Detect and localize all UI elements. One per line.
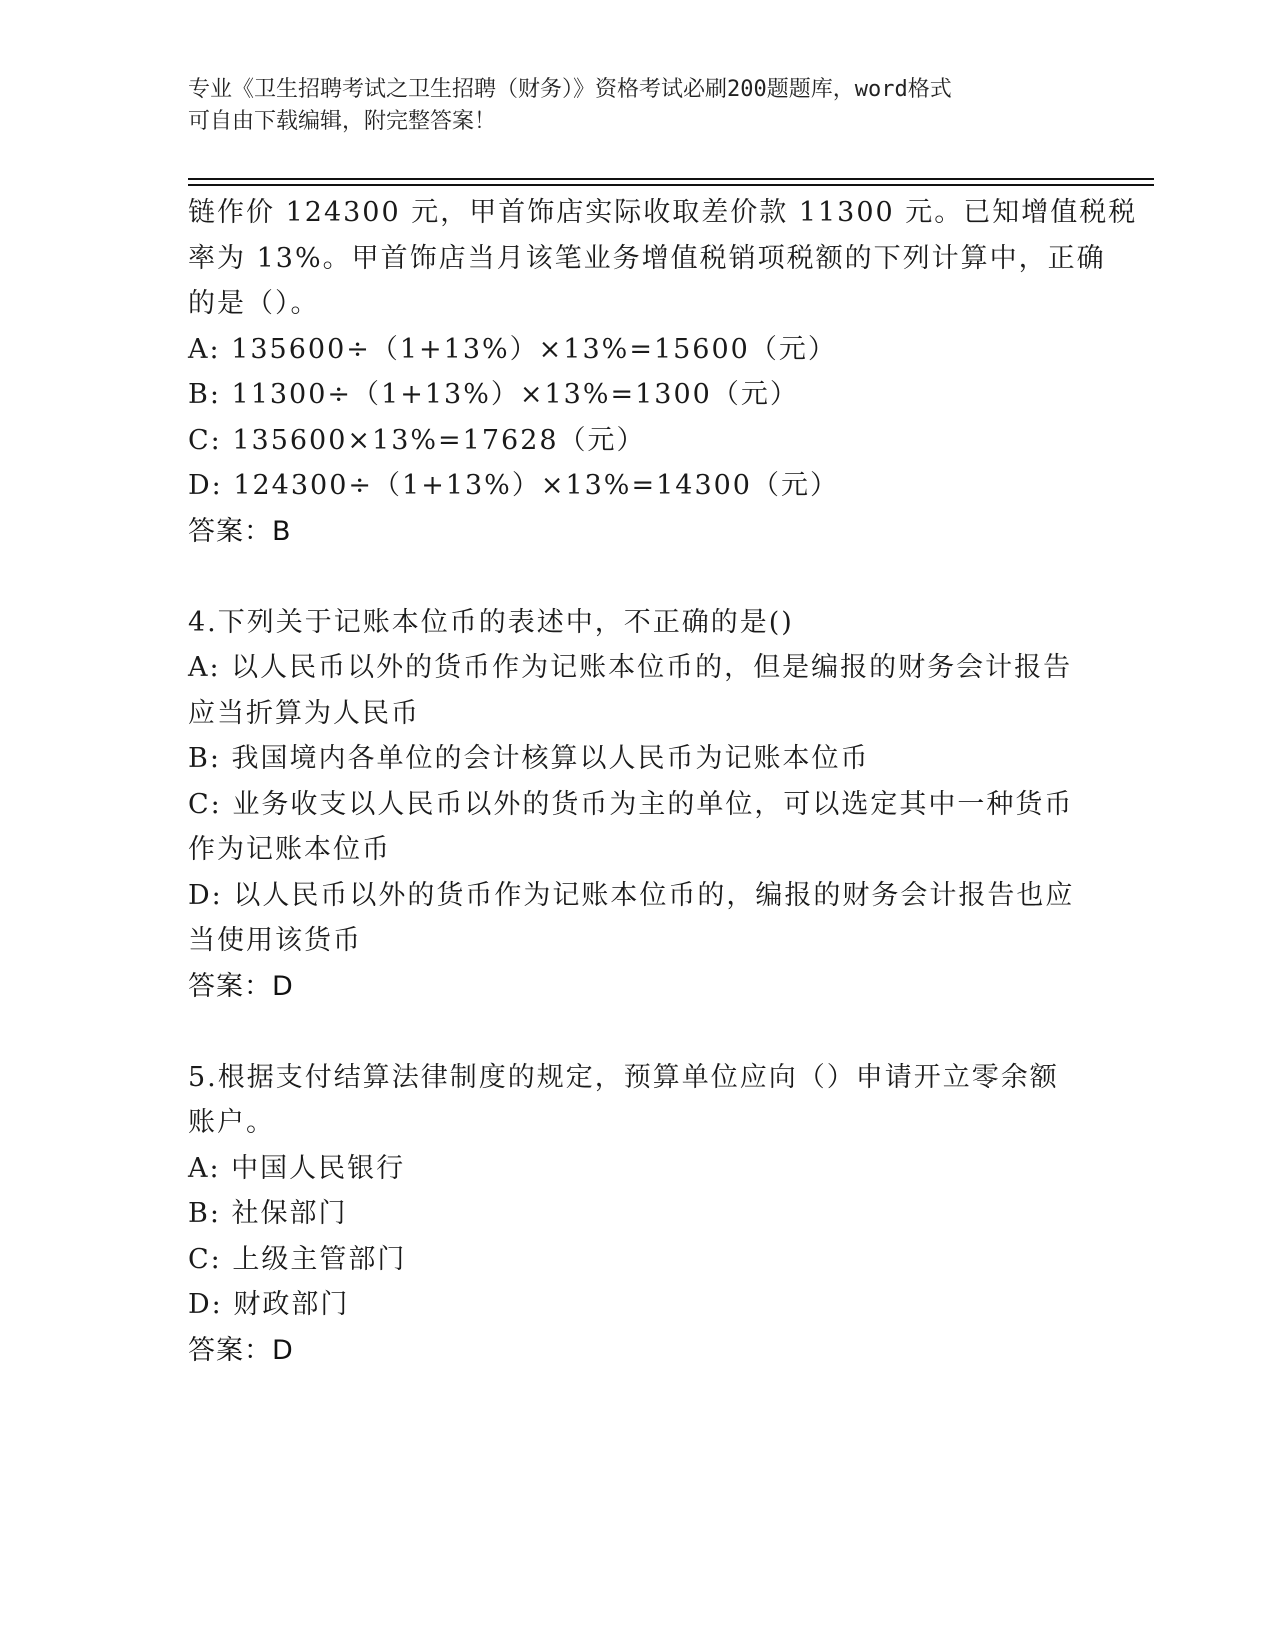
- question-5: [188, 1055, 1088, 1374]
- question-4: [188, 600, 1088, 1010]
- question-3-option-b: B: 11300÷（1+13%）×13%=1300（元）: [188, 379, 799, 410]
- question-4-option-c-line-1: C: 业务收支以人民币以外的货币为主的单位，可以选定其中一种货币: [188, 788, 1074, 820]
- question-3-option-d: D: 124300÷（1+13%）×13%=14300（元）: [188, 470, 839, 501]
- question-4-option-b: B: 我国境内各单位的会计核算以人民币为记账本位币: [188, 743, 870, 774]
- question-5-option-b: B: 社保部门: [188, 1198, 348, 1229]
- header-rule-top: [188, 178, 1154, 180]
- question-5-answer: 答案：D: [188, 1334, 294, 1366]
- question-4-stem: 4.下列关于记账本位币的表述中，不正确的是(): [188, 606, 794, 638]
- question-4-option-d-line-1: D: 以人民币以外的货币作为记账本位币的，编报的财务会计报告也应: [188, 879, 1075, 911]
- header-rule-bottom: [188, 184, 1154, 186]
- question-5-option-a: A: 中国人民银行: [188, 1152, 406, 1184]
- question-4-option-a-line-1: A: 以人民币以外的货币作为记账本位币的，但是编报的财务会计报告: [188, 652, 1073, 683]
- header-line-1: 专业《卫生招聘考试之卫生招聘（财务）》资格考试必刷200题题库，word格式: [188, 77, 952, 102]
- question-3-stem-line-3: 的是（）。: [188, 288, 320, 319]
- question-5-option-d: D: 财政部门: [188, 1289, 350, 1320]
- spacer: [188, 1009, 1088, 1055]
- spacer: [188, 554, 1088, 600]
- question-5-stem-line-1: 5.根据支付结算法律制度的规定，预算单位应向（）申请开立零余额: [188, 1061, 1059, 1093]
- header-line-2: 可自由下载编辑，附完整答案！: [188, 109, 497, 134]
- question-3: [188, 190, 1138, 554]
- question-3-stem-line-2: 率为 13%。甲首饰店当月该笔业务增值税销项税额的下列计算中，正确: [188, 242, 1106, 274]
- question-4-option-a-line-2: 应当折算为人民币: [188, 697, 420, 729]
- document-header: [188, 74, 1068, 138]
- question-4-option-d-line-2: 当使用该货币: [188, 925, 362, 956]
- question-3-stem-line-1: 链作价 124300 元，甲首饰店实际收取差价款 11300 元。已知增值税税: [188, 197, 1138, 228]
- question-5-option-c: C: 上级主管部门: [188, 1243, 407, 1275]
- question-list: [188, 190, 1138, 1373]
- question-3-option-c: C: 135600×13%=17628（元）: [188, 424, 646, 456]
- question-4-answer: 答案：D: [188, 970, 294, 1002]
- question-3-option-a: A: 135600÷（1+13%）×13%=15600（元）: [188, 333, 837, 365]
- question-3-answer: 答案：B: [188, 515, 292, 547]
- question-4-option-c-line-2: 作为记账本位币: [188, 834, 391, 865]
- question-5-stem-line-2: 账户。: [188, 1107, 275, 1138]
